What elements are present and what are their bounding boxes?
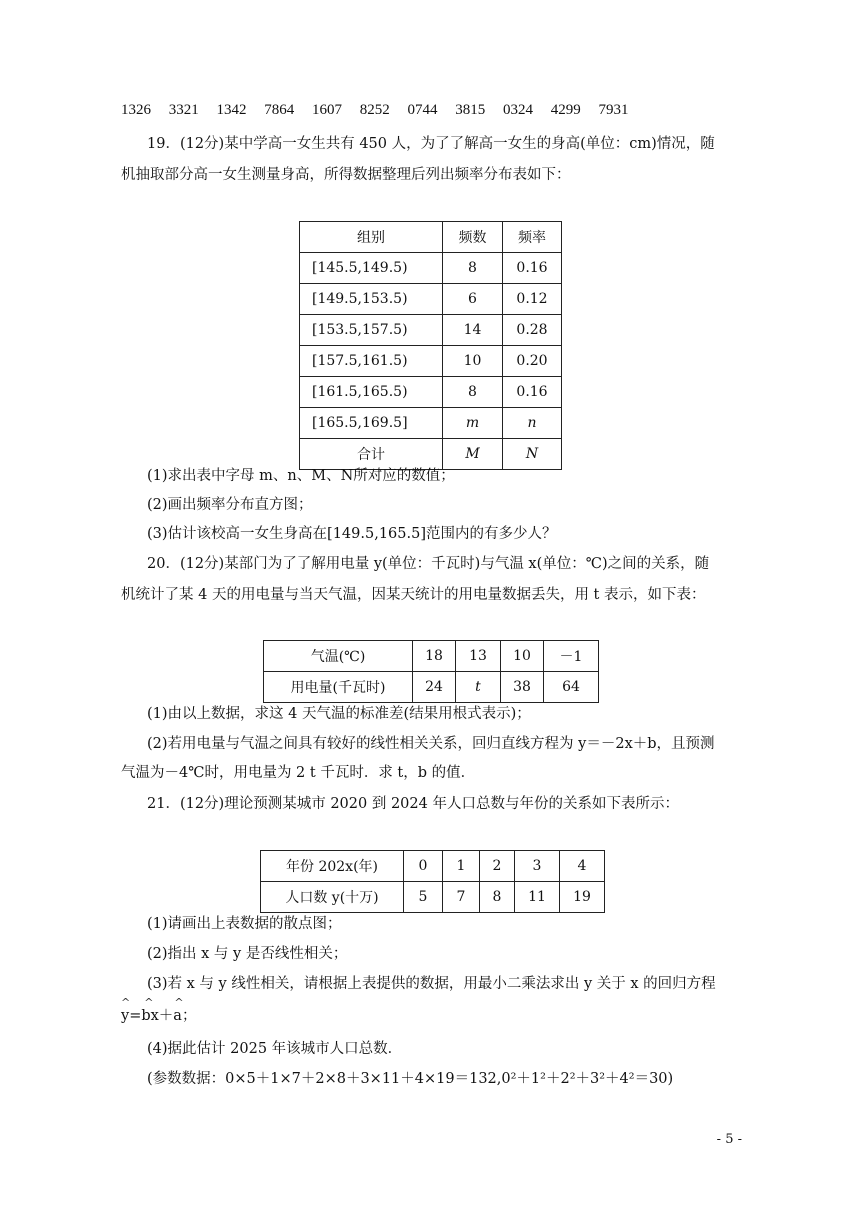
table-cell: 0.20	[503, 346, 562, 377]
q20-data-table	[263, 640, 599, 703]
table-row	[300, 315, 562, 346]
table-cell: －1	[544, 641, 599, 672]
table-cell: 10	[443, 346, 503, 377]
random-number-row: 1326 3321 1342 7864 1607 8252 0744 3815 0324 4299 7931	[121, 102, 629, 118]
table-cell: [165.5,169.5]	[300, 408, 443, 439]
table-cell: 8	[443, 377, 503, 408]
table-header: 组别	[300, 222, 443, 253]
table-cell: 64	[544, 672, 599, 703]
table-cell: 24	[413, 672, 456, 703]
table-cell: 7	[443, 882, 480, 913]
table-cell: 0.12	[503, 284, 562, 315]
table-header: 频率	[503, 222, 562, 253]
table-cell: 18	[413, 641, 456, 672]
table-cell: 人口数 y(十万)	[261, 882, 404, 913]
table-cell: 气温(℃)	[264, 641, 413, 672]
table-row	[300, 377, 562, 408]
table-row	[264, 641, 599, 672]
table-cell: [149.5,153.5)	[300, 284, 443, 315]
q19-part1: (1)求出表中字母 m、n、M、N所对应的数值；	[147, 468, 455, 484]
table-cell: 0.28	[503, 315, 562, 346]
table-cell: 19	[560, 882, 605, 913]
q19-part2: (2)画出频率分布直方图；	[147, 497, 313, 513]
table-cell: 4	[560, 851, 605, 882]
q21-data-table	[260, 850, 605, 913]
table-cell: 10	[501, 641, 544, 672]
table-cell: 年份 202x(年)	[261, 851, 404, 882]
table-cell: n	[503, 408, 562, 439]
table-cell: 0.16	[503, 377, 562, 408]
table-row	[261, 851, 605, 882]
table-cell: [161.5,165.5)	[300, 377, 443, 408]
table-cell: [145.5,149.5)	[300, 253, 443, 284]
table-cell: 3	[515, 851, 560, 882]
table-row	[300, 284, 562, 315]
table-row	[300, 346, 562, 377]
table-header: 频数	[443, 222, 503, 253]
q20-part1: (1)由以上数据，求这 4 天气温的标准差(结果用根式表示)；	[147, 706, 531, 722]
q19-stem-line2: 机抽取部分高一女生测量身高，所得数据整理后列出频率分布表如下：	[121, 167, 571, 183]
table-cell: N	[503, 439, 562, 470]
table-cell: 0	[404, 851, 443, 882]
table-cell: [157.5,161.5)	[300, 346, 443, 377]
table-cell: [153.5,157.5)	[300, 315, 443, 346]
hat-marks: ^ ^ ^	[121, 996, 184, 1009]
table-cell: 2	[480, 851, 515, 882]
table-row	[300, 439, 562, 470]
q21-part1: (1)请画出上表数据的散点图；	[147, 916, 342, 932]
table-cell: 13	[456, 641, 501, 672]
table-row	[261, 882, 605, 913]
q20-stem-line1: 20．(12分)某部门为了了解用电量 y(单位：千瓦时)与气温 x(单位：℃)之间的关系，随	[147, 556, 710, 572]
table-row	[264, 672, 599, 703]
q21-reference-data: (参数数据：0×5＋1×7＋2×8＋3×11＋4×19＝132,0²＋1²＋2²＋3²＋4²＝30)	[147, 1071, 674, 1087]
table-cell: 合计	[300, 439, 443, 470]
table-cell: 38	[501, 672, 544, 703]
q21-part2: (2)指出 x 与 y 是否线性相关；	[147, 946, 348, 962]
q19-part3: (3)估计该校高一女生身高在[149.5,165.5]范围内的有多少人？	[147, 526, 557, 542]
table-cell: 8	[443, 253, 503, 284]
q19-stem-line1: 19．(12分)某中学高一女生共有 450 人，为了了解高一女生的身高(单位：cm)情况，随	[147, 136, 715, 152]
q20-part2-line1: (2)若用电量与气温之间具有较好的线性相关关系，回归直线方程为 y＝－2x＋b，且预测	[147, 736, 715, 752]
table-cell: 11	[515, 882, 560, 913]
table-row	[300, 408, 562, 439]
table-cell: 0.16	[503, 253, 562, 284]
table-cell: 8	[480, 882, 515, 913]
q21-part3-line2: y=bx＋a；	[121, 1008, 197, 1024]
table-cell: m	[443, 408, 503, 439]
table-cell: M	[443, 439, 503, 470]
q20-part2-line2: 气温为－4℃时，用电量为 2 t 千瓦时．求 t，b 的值．	[121, 765, 476, 781]
table-row	[300, 253, 562, 284]
q20-stem-line2: 机统计了某 4 天的用电量与当天气温，因某天统计的用电量数据丢失，用 t 表示，如下表：	[121, 587, 706, 603]
table-cell: 5	[404, 882, 443, 913]
page-number: - 5 -	[716, 1132, 742, 1147]
q19-frequency-table	[299, 221, 562, 470]
table-cell: t	[456, 672, 501, 703]
table-cell: 6	[443, 284, 503, 315]
q21-part3-line1: (3)若 x 与 y 线性相关，请根据上表提供的数据，用最小二乘法求出 y 关于 x 的回归方程	[147, 976, 716, 992]
table-cell: 1	[443, 851, 480, 882]
table-cell: 14	[443, 315, 503, 346]
table-cell: 用电量(千瓦时)	[264, 672, 413, 703]
q21-part4: (4)据此估计 2025 年该城市人口总数．	[147, 1041, 403, 1057]
q21-stem: 21．(12分)理论预测某城市 2020 到 2024 年人口总数与年份的关系如下表所示：	[147, 796, 679, 812]
